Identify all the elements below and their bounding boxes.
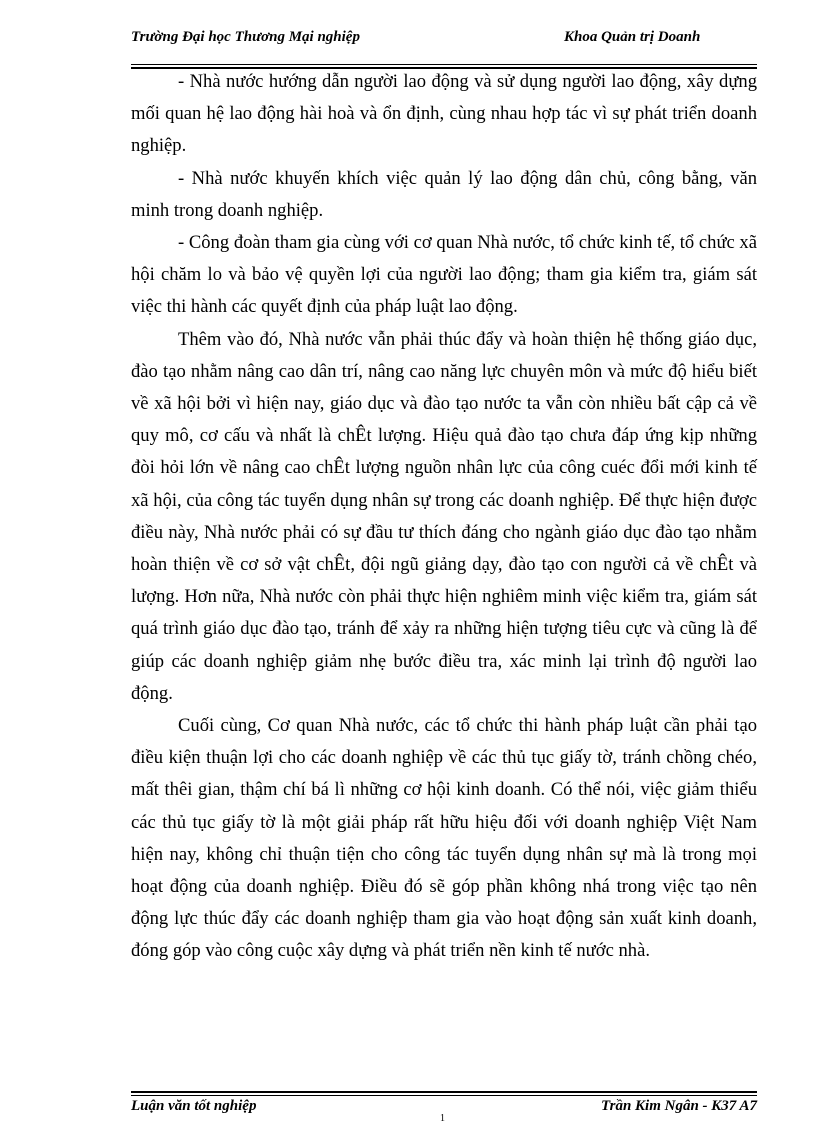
- header-right-text: Khoa Quản trị Doanh: [564, 29, 701, 45]
- page-header: [131, 28, 757, 66]
- body-paragraph-3: - Công đoàn tham gia cùng với cơ quan Nhà nước, tổ chức kinh tế, tổ chức xã hội chăm lo và bảo vệ quyền lợi của người lao động; tham gia kiểm tra, giám sát việc thi hành các quyết định của pháp luật lao động.: [131, 232, 757, 318]
- footer-left-text: Luận văn tốt nghiệp: [131, 1098, 257, 1114]
- body-paragraph-5: Cuối cùng, Cơ quan Nhà nước, các tổ chức thi hành pháp luật cần phải tạo điều kiện thuận lợi cho các doanh nghiệp về các thủ tục giấy tờ, tránh chồng chéo, mất thêi gian, thậm chí bá lì những cơ hội kinh doanh. Có thể nói, việc giảm thiểu các thủ tục giấy tờ là một giải pháp rất hữu hiệu đối với doanh nghiệp Việt Nam hiện nay, không chỉ thuận tiện cho công tác tuyển dụng nhân sự mà là trong mọi hoạt động của doanh nghiệp. Điều đó sẽ góp phần không nhá trong việc tạo nên động lực thúc đẩy các doanh nghiệp tham gia vào hoạt động sản xuất kinh doanh, đóng góp vào công cuộc xây dựng và phát triển nền kinh tế nước nhà.: [131, 715, 757, 962]
- page-number: 1: [440, 1113, 445, 1124]
- footer-rule-thin: [131, 1095, 757, 1096]
- header-left-text: Trường Đại học Thương Mại nghiệp: [131, 29, 360, 45]
- body-paragraph-4: Thêm vào đó, Nhà nước vẫn phải thúc đẩy và hoàn thiện hệ thống giáo dục, đào tạo nhằm nâng cao dân trí, nâng cao năng lực chuyên môn và mức độ hiểu biết về xã hội bởi vì hiện nay, giáo dục và đào tạo nước ta vẫn còn nhiều bất cập cả về quy mô, cơ cấu và nhất là chÊt lượng. Hiệu quả đào tạo chưa đáp ứng kịp những đòi hỏi lớn về nâng cao chÊt lượng nguồn nhân lực của công cuéc đổi mới kinh tế xã hội, của công tác tuyển dụng nhân sự trong các doanh nghiệp. Để thực hiện được điều này, Nhà nước phải có sự đầu tư thích đáng cho ngành giáo dục đào tạo nhằm hoàn thiện về cơ sở vật chÊt, đội ngũ giảng dạy, đào tạo con người cả về chÊt và lượng. Hơn nữa, Nhà nước còn phải thực hiện nghiêm minh việc kiểm tra, giám sát quá trình giáo dục đào tạo, tránh để xảy ra những hiện tượng tiêu cực và cũng là để giúp các doanh nghiệp giảm nhẹ bước điều tra, xác minh lại trình độ người lao động.: [131, 328, 757, 704]
- document-body: [131, 66, 757, 968]
- body-paragraph-2: - Nhà nước khuyến khích việc quản lý lao động dân chủ, công bằng, văn minh trong doanh nghiệp.: [131, 167, 757, 221]
- header-rule-thin: [131, 64, 757, 65]
- footer-rule-thick: [131, 1091, 757, 1093]
- footer-right-text: Trần Kim Ngân - K37 A7: [601, 1098, 757, 1114]
- body-paragraph-1: - Nhà nước hướng dẫn người lao động và sử dụng người lao động, xây dựng mối quan hệ lao động hài hoà và ổn định, cùng nhau hợp tác vì sự phát triển doanh nghiệp.: [131, 71, 757, 157]
